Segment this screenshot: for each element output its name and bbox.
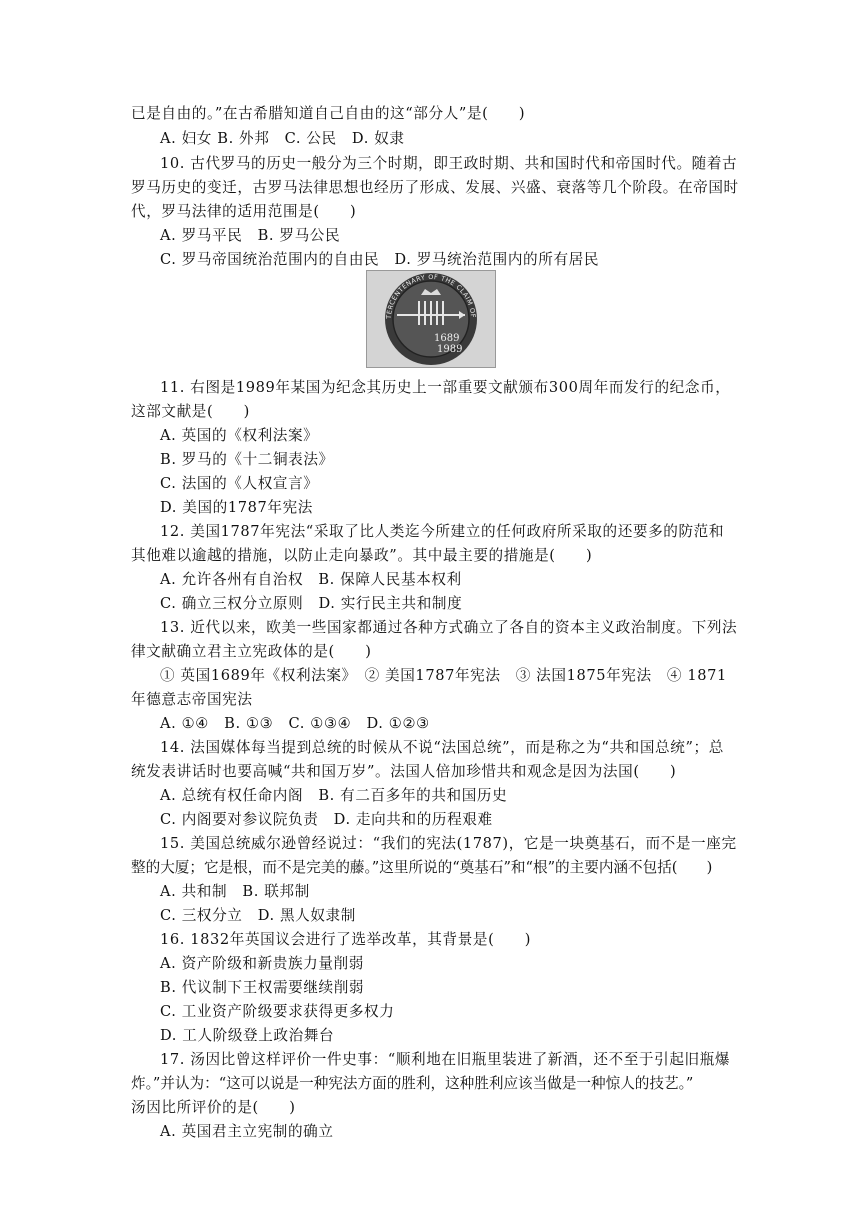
- text-line: 罗马历史的变迁，古罗马法律思想也经历了形成、发展、兴盛、衰落等几个阶段。在帝国时: [131, 179, 739, 196]
- answer-option: B. 代议制下王权需要继续削弱: [160, 979, 365, 996]
- question-17: 17. 汤因比曾这样评价一件史事：“顺利地在旧瓶里装进了新酒，还不至于引起旧瓶爆: [160, 1051, 731, 1068]
- answer-options: C. 罗马帝国统治范围内的自由民 D. 罗马统治范围内的所有居民: [160, 251, 600, 268]
- text-line: 已是自由的。”在古希腊知道自己自由的这“部分人”是( ): [131, 105, 526, 122]
- answer-options: A. 共和制 B. 联邦制: [160, 883, 310, 900]
- text-line: 统发表讲话时也要高喊“共和国万岁”。法国人倍加珍惜共和观念是因为法国( ): [131, 763, 677, 780]
- coin-year-bottom: 1989: [437, 344, 463, 355]
- question-16: 16. 1832年英国议会进行了选举改革，其背景是( ): [160, 931, 532, 948]
- text-line: 整的大厦；它是根，而不是完美的藤。”这里所说的“奠基石”和“根”的主要内涵不包括( ): [131, 859, 713, 876]
- text-line: 律文献确立君主立宪政体的是( ): [131, 643, 372, 660]
- answer-option: D. 工人阶级登上政治舞台: [160, 1027, 335, 1044]
- answer-options: A. 允许各州有自治权 B. 保障人民基本权利: [160, 571, 462, 588]
- text-line: 代，罗马法律的适用范围是( ): [131, 203, 357, 220]
- text-line: ① 英国1689年《权利法案》 ② 美国1787年宪法 ③ 法国1875年宪法 ④ 1871: [160, 667, 727, 684]
- coin-rim-text: TERCENTENARY OF THE CLAIM OF: [384, 272, 478, 320]
- answer-option: B. 罗马的《十二铜表法》: [160, 451, 334, 468]
- text-line: 这部文献是( ): [131, 403, 250, 420]
- answer-option: C. 法国的《人权宣言》: [160, 475, 319, 492]
- question-10: 10. 古代罗马的历史一般分为三个时期，即王政时期、共和国时代和帝国时代。随着古: [160, 155, 738, 172]
- answer-options: C. 确立三权分立原则 D. 实行民主共和制度: [160, 595, 463, 612]
- answer-option: D. 美国的1787年宪法: [160, 499, 313, 516]
- text-line: 炸。”并认为：“这可以说是一种宪法方面的胜利，这种胜利应该当做是一种惊人的技艺。”: [131, 1075, 694, 1092]
- question-11: 11. 右图是1989年某国为纪念其历史上一部重要文献颁布300周年而发行的纪念币，: [160, 379, 731, 396]
- answer-options: C. 内阁要对参议院负责 D. 走向共和的历程艰难: [160, 811, 493, 828]
- question-15: 15. 美国总统威尔逊曾经说过：“我们的宪法(1787)，它是一块奠基石，而不是一座完: [160, 835, 737, 852]
- text-line: 年德意志帝国宪法: [131, 691, 253, 708]
- answer-option: A. 英国君主立宪制的确立: [160, 1123, 334, 1140]
- answer-option: A. 资产阶级和新贵族力量削弱: [160, 955, 364, 972]
- answer-options: A. 妇女 B. 外邦 C. 公民 D. 奴隶: [160, 130, 405, 147]
- text-line: 其他难以逾越的措施，以防止走向暴政”。其中最主要的措施是( ): [131, 547, 593, 564]
- commemorative-coin-image: [366, 270, 496, 368]
- answer-option: C. 工业资产阶级要求获得更多权力: [160, 1003, 395, 1020]
- answer-options: C. 三权分立 D. 黑人奴隶制: [160, 907, 356, 924]
- text-line: 汤因比所评价的是( ): [131, 1099, 296, 1116]
- question-14: 14. 法国媒体每当提到总统的时候从不说“法国总统”，而是称之为“共和国总统”；总: [160, 739, 724, 756]
- answer-options: A. 罗马平民 B. 罗马公民: [160, 227, 341, 244]
- answer-options: A. 总统有权任命内阁 B. 有二百多年的共和国历史: [160, 787, 508, 804]
- question-12: 12. 美国1787年宪法“采取了比人类迄今所建立的任何政府所采取的还要多的防范和: [160, 523, 725, 540]
- question-13: 13. 近代以来，欧美一些国家都通过各种方式确立了各自的资本主义政治制度。下列法: [160, 619, 738, 636]
- coin-year-top: 1689: [434, 333, 460, 344]
- answer-options: A. ①④ B. ①③ C. ①③④ D. ①②③: [160, 715, 430, 732]
- answer-option: A. 英国的《权利法案》: [160, 427, 319, 444]
